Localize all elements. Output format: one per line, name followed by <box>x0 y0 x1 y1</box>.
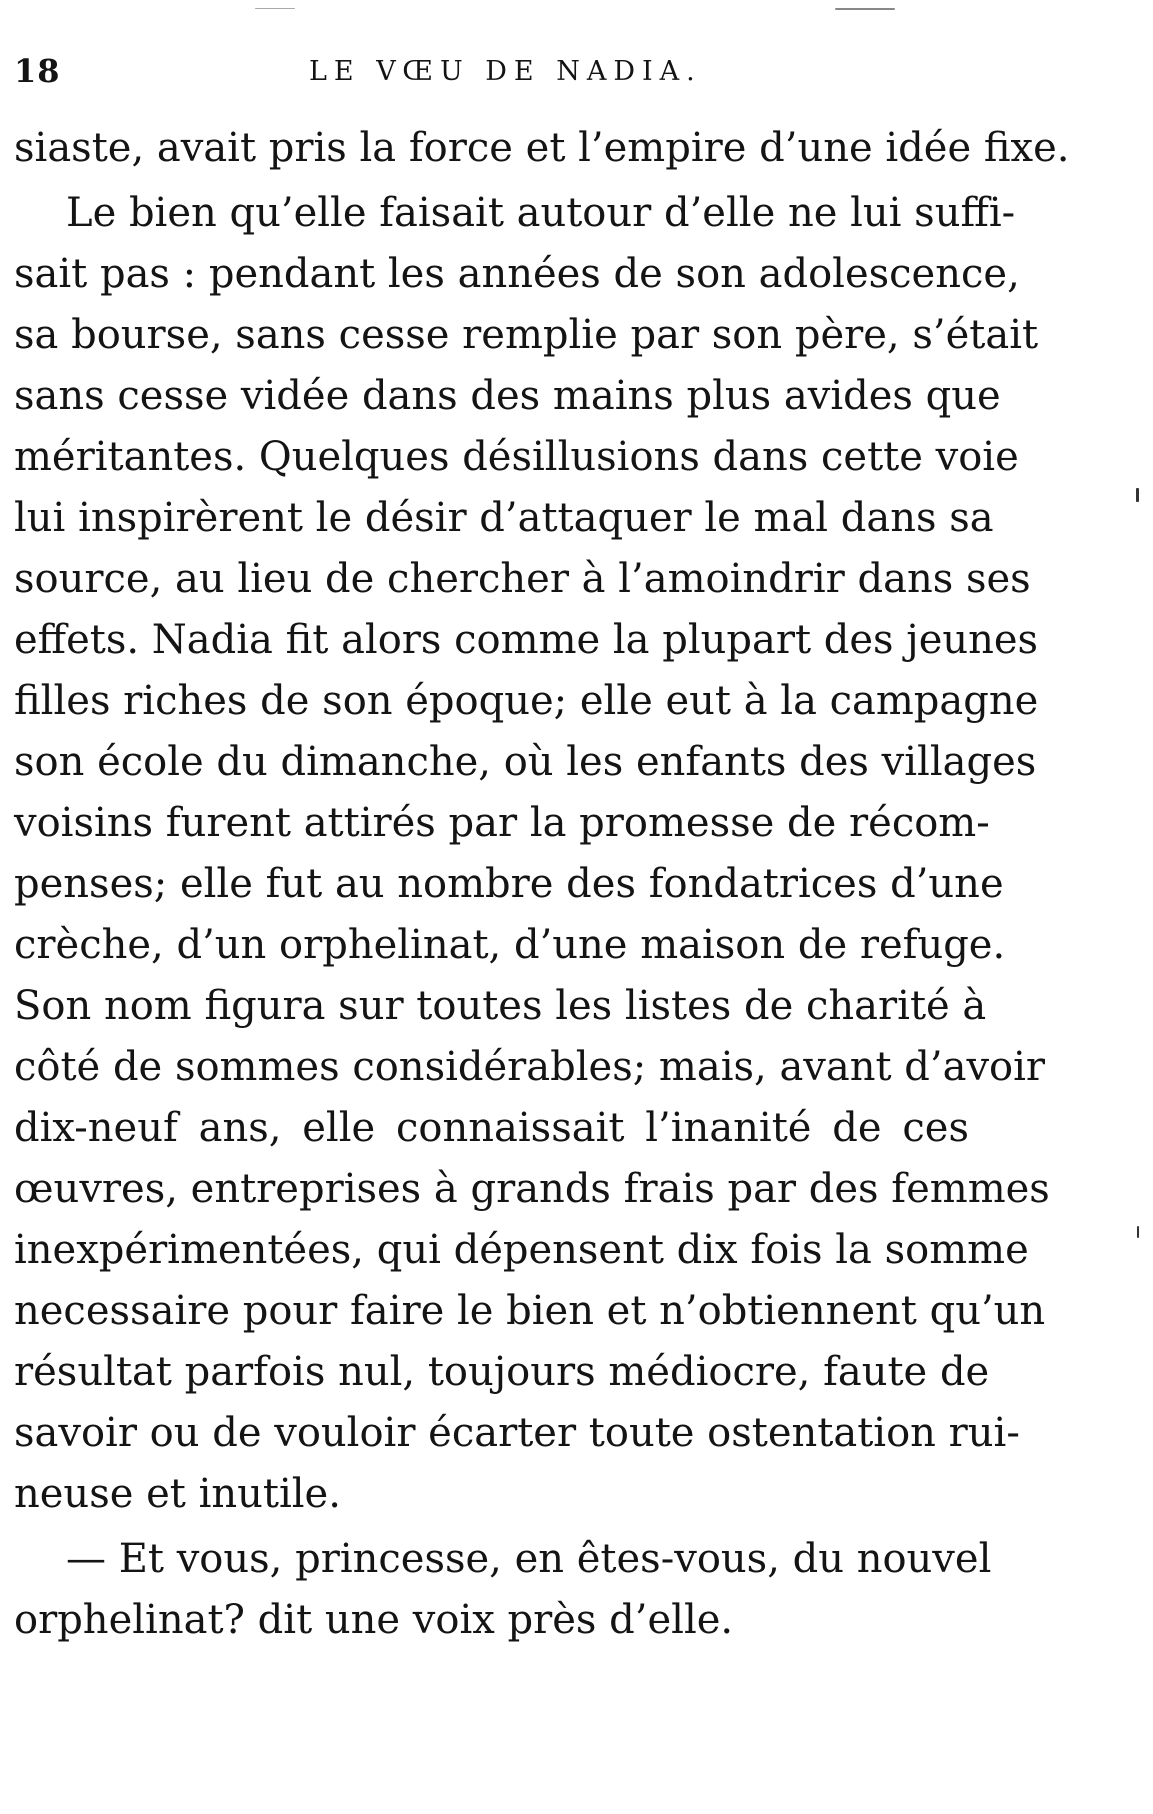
text-line: lui inspirèrent le désir d’attaquer le mal dans sa <box>14 495 994 541</box>
text-line: Son nom figura sur toutes les listes de charité à <box>14 983 987 1029</box>
text-line: inexpérimentées, qui dépensent dix fois la somme <box>14 1227 1029 1273</box>
text-line: necessaire pour faire le bien et n’obtiennent qu’un <box>14 1288 1046 1334</box>
text-line: dix-neuf ans, elle connaissait l’inanité de ces <box>14 1105 969 1151</box>
page-number: 18 <box>14 52 61 90</box>
scan-speck <box>1137 1226 1139 1238</box>
text-line: neuse et inutile. <box>14 1471 341 1517</box>
text-line: filles riches de son époque; elle eut à la campagne <box>14 678 1039 724</box>
text-line: sans cesse vidée dans des mains plus avides que <box>14 373 1001 419</box>
text-line: sait pas : pendant les années de son adolescence, <box>14 251 1020 297</box>
text-line: source, au lieu de chercher à l’amoindrir dans ses <box>14 556 1031 602</box>
paragraph-charity <box>14 183 1050 1525</box>
text-line: Le bien qu’elle faisait autour d’elle ne lui suffi- <box>66 190 1016 236</box>
scan-speck <box>835 8 895 10</box>
text-line: crèche, d’un orphelinat, d’une maison de refuge. <box>14 922 1006 968</box>
scan-speck <box>255 8 295 9</box>
scan-speck <box>1136 488 1139 502</box>
text-line: résultat parfois nul, toujours médiocre, faute de <box>14 1349 990 1395</box>
text-line: penses; elle fut au nombre des fondatrices d’une <box>14 861 1004 907</box>
body-text <box>14 118 1070 1651</box>
text-line: œuvres, entreprises à grands frais par des femmes <box>14 1166 1050 1212</box>
text-line: son école du dimanche, où les enfants des villages <box>14 739 1037 785</box>
text-line: effets. Nadia fit alors comme la plupart des jeunes <box>14 617 1039 663</box>
text-line: côté de sommes considérables; mais, avant d’avoir <box>14 1044 1046 1090</box>
paragraph-continuation <box>14 118 1070 179</box>
running-head <box>14 52 964 92</box>
text-line: savoir ou de vouloir écarter toute ostentation rui- <box>14 1410 1020 1456</box>
paragraph-dialogue <box>14 1529 992 1651</box>
text-line: sa bourse, sans cesse remplie par son père, s’était <box>14 312 1039 358</box>
text-line: siaste, avait pris la force et l’empire d’une idée fixe. <box>14 125 1070 171</box>
running-title: LE VŒU DE NADIA. <box>309 56 702 87</box>
text-line: orphelinat? dit une voix près d’elle. <box>14 1597 734 1643</box>
text-line: méritantes. Quelques désillusions dans cette voie <box>14 434 1019 480</box>
text-line: — Et vous, princesse, en êtes-vous, du nouvel <box>66 1536 992 1582</box>
text-line: voisins furent attirés par la promesse de récom- <box>14 800 990 846</box>
